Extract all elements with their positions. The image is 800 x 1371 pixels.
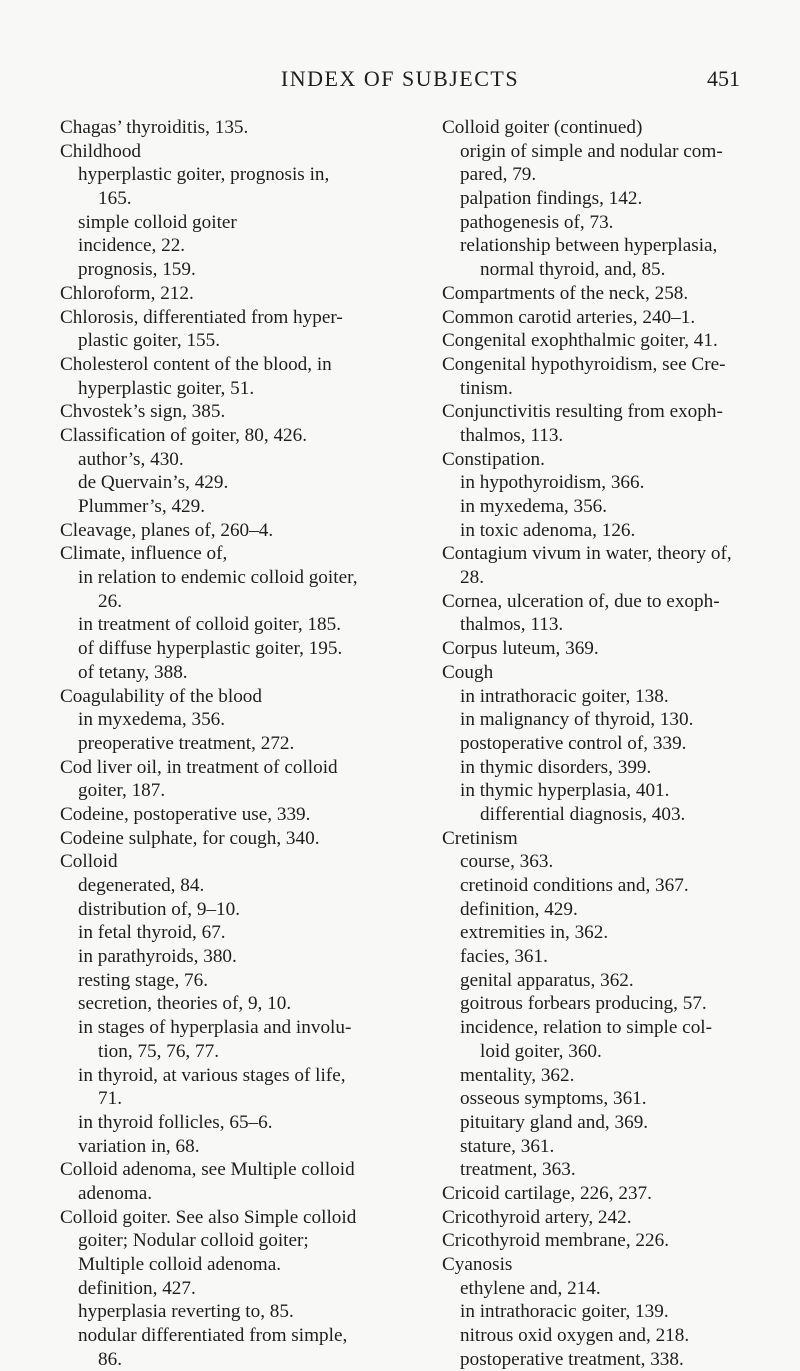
- index-entry-line: Chlorosis, differentiated from hyper-: [60, 306, 343, 328]
- index-entry-line: incidence, relation to simple col-: [460, 1017, 713, 1039]
- index-entry-line: in treatment of colloid goiter, 185.: [78, 614, 341, 636]
- index-entry-line: Cough: [442, 661, 494, 683]
- index-entry-line: nitrous oxid oxygen and, 218.: [460, 1325, 690, 1347]
- index-entry-line: Congenital hypothyroidism, see Cre-: [442, 353, 726, 375]
- index-entry-line: goiter, 187.: [78, 780, 166, 802]
- index-entry-line: Classification of goiter, 80, 426.: [60, 424, 308, 446]
- index-entry-line: Codeine sulphate, for cough, 340.: [60, 827, 320, 849]
- index-entry-line: Colloid adenoma, see Multiple colloid: [60, 1159, 355, 1181]
- index-entry-line: 86.: [98, 1348, 122, 1370]
- index-entry-line: cretinoid conditions and, 367.: [460, 875, 689, 896]
- index-entry-line: pathogenesis of, 73.: [460, 211, 614, 233]
- index-entry-line: Plummer’s, 429.: [78, 496, 206, 517]
- index-entry-line: in malignancy of thyroid, 130.: [460, 709, 694, 731]
- index-entry-line: origin of simple and nodular com-: [460, 140, 723, 162]
- index-entry-line: Common carotid arteries, 240–1.: [442, 306, 696, 328]
- index-entry-line: plastic goiter, 155.: [78, 330, 221, 352]
- index-entry-line: Compartments of the neck, 258.: [442, 282, 689, 304]
- index-entry-line: hyperplasia reverting to, 85.: [78, 1301, 294, 1323]
- index-entry-line: ethylene and, 214.: [460, 1277, 601, 1299]
- index-entry-line: Cyanosis: [442, 1254, 513, 1275]
- index-entry-line: relationship between hyperplasia,: [460, 235, 718, 257]
- index-entry-line: Chvostek’s sign, 385.: [60, 401, 226, 423]
- index-entry-line: 28.: [460, 567, 484, 589]
- index-entry-line: Climate, influence of,: [60, 543, 228, 565]
- index-entry-line: prognosis, 159.: [78, 259, 196, 281]
- index-entry-line: Codeine, postoperative use, 339.: [60, 803, 311, 825]
- index-entry-line: definition, 427.: [78, 1277, 196, 1299]
- index-entry-line: in parathyroids, 380.: [78, 946, 237, 968]
- index-entry-line: in thymic hyperplasia, 401.: [460, 780, 670, 802]
- index-entry-line: Multiple colloid adenoma.: [78, 1254, 282, 1275]
- index-entry-line: Conjunctivitis resulting from exoph-: [442, 401, 723, 423]
- index-entry-line: in thymic disorders, 399.: [460, 756, 652, 778]
- index-entry-line: adenoma.: [78, 1182, 153, 1204]
- index-entry-line: in intrathoracic goiter, 138.: [460, 685, 669, 707]
- index-entry-line: Cleavage, planes of, 260–4.: [60, 519, 274, 541]
- index-entry-line: in myxedema, 356.: [78, 709, 226, 731]
- index-entry-line: author’s, 430.: [78, 448, 184, 470]
- index-entry-line: osseous symptoms, 361.: [460, 1088, 647, 1110]
- index-entry-line: in intrathoracic goiter, 139.: [460, 1301, 669, 1323]
- index-entry-line: postoperative control of, 339.: [460, 732, 687, 754]
- index-entry-line: Colloid: [60, 851, 118, 873]
- index-entry-line: in toxic adenoma, 126.: [460, 519, 636, 541]
- index-entry-line: extremities in, 362.: [460, 922, 609, 944]
- index-entry-line: treatment, 363.: [460, 1159, 576, 1181]
- index-entry-line: Cricoid cartilage, 226, 237.: [442, 1182, 652, 1204]
- index-entry-line: postoperative treatment, 338.: [460, 1348, 684, 1370]
- index-entry-line: Cod liver oil, in treatment of colloid: [60, 756, 338, 778]
- index-entry-line: Congenital exophthalmic goiter, 41.: [442, 330, 718, 352]
- index-entry-line: mentality, 362.: [460, 1064, 575, 1086]
- index-entry-line: degenerated, 84.: [78, 875, 205, 896]
- index-entry-line: normal thyroid, and, 85.: [480, 259, 666, 281]
- index-entry-line: Cornea, ulceration of, due to exoph-: [442, 590, 720, 612]
- index-entry-line: de Quervain’s, 429.: [78, 472, 229, 494]
- index-entry-line: hyperplastic goiter, 51.: [78, 377, 255, 399]
- index-column-left: [60, 116, 420, 1371]
- index-entry-line: Corpus luteum, 369.: [442, 638, 599, 660]
- index-entry-line: goitrous forbears producing, 57.: [460, 993, 707, 1015]
- index-entry-line: differential diagnosis, 403.: [480, 803, 686, 825]
- index-entry-line: in thyroid, at various stages of life,: [78, 1064, 346, 1086]
- index-entry-line: Constipation.: [442, 448, 545, 470]
- index-entry-line: course, 363.: [460, 851, 554, 873]
- index-column-right: [442, 116, 748, 1371]
- index-entry-line: genital apparatus, 362.: [460, 969, 634, 991]
- index-entry-line: 26.: [98, 590, 122, 612]
- index-entry-line: stature, 361.: [460, 1135, 555, 1157]
- index-entry-line: Coagulability of the blood: [60, 685, 262, 707]
- index-entry-line: Colloid goiter (continued): [442, 117, 643, 138]
- index-entry-line: loid goiter, 360.: [480, 1040, 602, 1062]
- index-entry-line: in relation to endemic colloid goiter,: [78, 567, 358, 589]
- index-entry-line: hyperplastic goiter, prognosis in,: [78, 164, 330, 186]
- index-entry-line: tion, 75, 76, 77.: [98, 1040, 219, 1062]
- index-entry-line: resting stage, 76.: [78, 969, 209, 991]
- index-entry-line: thalmos, 113.: [460, 424, 564, 446]
- index-entry-line: Cricothyroid membrane, 226.: [442, 1230, 669, 1252]
- index-entry-line: definition, 429.: [460, 898, 578, 920]
- index-entry-line: facies, 361.: [460, 946, 548, 968]
- index-entry-line: 165.: [98, 188, 132, 210]
- index-entry-line: pituitary gland and, 369.: [460, 1111, 649, 1133]
- index-entry-line: in myxedema, 356.: [460, 496, 608, 517]
- index-entry-line: Colloid goiter. See also Simple colloid: [60, 1206, 357, 1228]
- index-entry-line: preoperative treatment, 272.: [78, 732, 295, 754]
- index-entry-line: distribution of, 9–10.: [78, 898, 241, 920]
- index-entry-line: Chloroform, 212.: [60, 282, 194, 304]
- index-entry-line: variation in, 68.: [78, 1135, 200, 1157]
- index-entry-line: Chagas’ thyroiditis, 135.: [60, 117, 249, 138]
- index-entry-line: in stages of hyperplasia and involu-: [78, 1017, 352, 1039]
- index-entry-line: Cretinism: [442, 827, 518, 849]
- index-entry-line: thalmos, 113.: [460, 614, 564, 636]
- page-number: 451: [707, 66, 740, 91]
- index-entry-line: tinism.: [460, 377, 513, 399]
- index-entry-line: of tetany, 388.: [78, 661, 188, 683]
- index-entry-line: simple colloid goiter: [78, 211, 237, 233]
- index-entry-line: Childhood: [60, 140, 142, 162]
- index-entry-line: in thyroid follicles, 65–6.: [78, 1111, 273, 1133]
- index-entry-line: in hypothyroidism, 366.: [460, 472, 645, 494]
- index-entry-line: Contagium vivum in water, theory of,: [442, 543, 732, 565]
- index-entry-line: 71.: [98, 1088, 122, 1110]
- index-entry-line: in fetal thyroid, 67.: [78, 922, 226, 944]
- index-entry-line: secretion, theories of, 9, 10.: [78, 993, 292, 1015]
- index-entry-line: of diffuse hyperplastic goiter, 195.: [78, 638, 343, 660]
- index-entry-line: goiter; Nodular colloid goiter;: [78, 1230, 309, 1252]
- index-entry-line: Cricothyroid artery, 242.: [442, 1206, 632, 1228]
- index-entry-line: incidence, 22.: [78, 235, 186, 257]
- index-entry-line: pared, 79.: [460, 164, 537, 186]
- index-entry-line: Cholesterol content of the blood, in: [60, 353, 332, 375]
- index-entry-line: nodular differentiated from simple,: [78, 1325, 348, 1347]
- index-entry-line: palpation findings, 142.: [460, 188, 643, 210]
- page-header-title: INDEX OF SUBJECTS: [280, 66, 520, 91]
